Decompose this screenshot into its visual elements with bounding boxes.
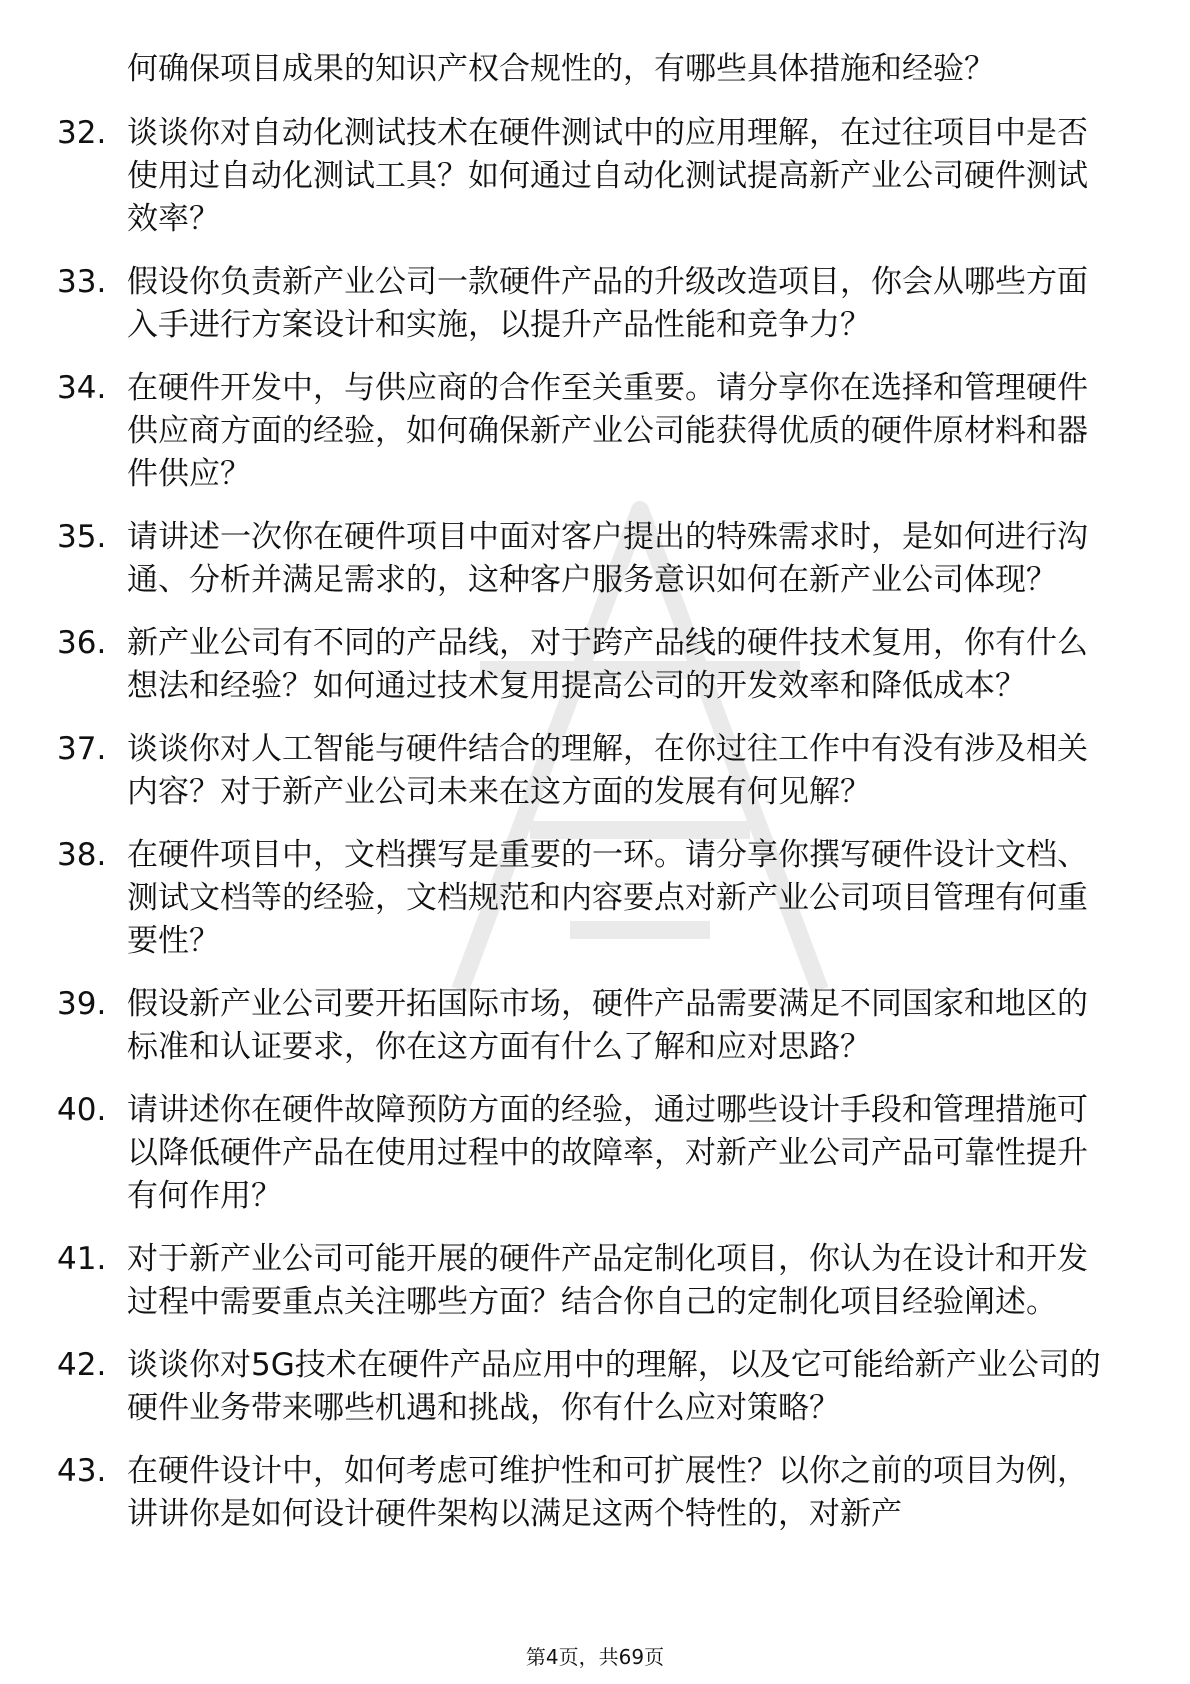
question-text: 请讲述一次你在硬件项目中面对客户提出的特殊需求时，是如何进行沟通、分析并满足需求的，这种客户服务意识如何在新产业公司体现？ (127, 519, 1088, 598)
question-number: 40. (57, 1092, 107, 1128)
question-number: 35. (57, 519, 107, 555)
continued-question-text: 何确保项目成果的知识产权合规性的，有哪些具体措施和经验？ (127, 51, 995, 87)
question-text: 谈谈你对人工智能与硬件结合的理解，在你过往工作中有没有涉及相关内容？对于新产业公司未来在这方面的发展有何见解？ (127, 731, 1088, 810)
question-text: 谈谈你对5G技术在硬件产品应用中的理解，以及它可能给新产业公司的硬件业务带来哪些机遇和挑战，你有什么应对策略？ (127, 1347, 1101, 1426)
question-number: 37. (57, 731, 107, 767)
question-number: 34. (57, 370, 107, 406)
question-number: 32. (57, 115, 107, 151)
question-list (57, 112, 1127, 1556)
question-text: 在硬件开发中，与供应商的合作至关重要。请分享你在选择和管理硬件供应商方面的经验，如何确保新产业公司能获得优质的硬件原材料和器件供应？ (127, 370, 1088, 492)
question-text: 在硬件设计中，如何考虑可维护性和可扩展性？以你之前的项目为例，讲讲你是如何设计硬件架构以满足这两个特性的，对新产 (127, 1453, 1088, 1532)
question-number: 43. (57, 1453, 107, 1489)
question-item (57, 1238, 1127, 1324)
question-item (57, 834, 1127, 963)
question-number: 41. (57, 1241, 107, 1277)
question-text: 在硬件项目中，文档撰写是重要的一环。请分享你撰写硬件设计文档、测试文档等的经验，文档规范和内容要点对新产业公司项目管理有何重要性？ (127, 837, 1088, 959)
question-number: 42. (57, 1347, 107, 1383)
question-number: 38. (57, 837, 107, 873)
question-item (57, 367, 1127, 496)
question-item (57, 1450, 1127, 1536)
question-item (57, 983, 1127, 1069)
question-number: 33. (57, 264, 107, 300)
question-text: 新产业公司有不同的产品线，对于跨产品线的硬件技术复用，你有什么想法和经验？如何通过技术复用提高公司的开发效率和降低成本？ (127, 625, 1088, 704)
page-footer: 第4页，共69页 (525, 1645, 665, 1669)
question-item (57, 261, 1127, 347)
question-item (57, 1089, 1127, 1218)
question-item (57, 728, 1127, 814)
question-text: 请讲述你在硬件故障预防方面的经验，通过哪些设计手段和管理措施可以降低硬件产品在使用过程中的故障率，对新产业公司产品可靠性提升有何作用？ (127, 1092, 1088, 1214)
question-text: 假设你负责新产业公司一款硬件产品的升级改造项目，你会从哪些方面入手进行方案设计和实施，以提升产品性能和竞争力？ (127, 264, 1088, 343)
question-item (57, 1344, 1127, 1430)
question-item (57, 622, 1127, 708)
question-item (57, 112, 1127, 241)
question-item (57, 516, 1127, 602)
question-text: 假设新产业公司要开拓国际市场，硬件产品需要满足不同国家和地区的标准和认证要求，你在这方面有什么了解和应对思路？ (127, 986, 1088, 1065)
question-text: 谈谈你对自动化测试技术在硬件测试中的应用理解，在过往项目中是否使用过自动化测试工具？如何通过自动化测试提高新产业公司硬件测试效率？ (127, 115, 1088, 237)
question-text: 对于新产业公司可能开展的硬件产品定制化项目，你认为在设计和开发过程中需要重点关注哪些方面？结合你自己的定制化项目经验阐述。 (127, 1241, 1088, 1320)
question-number: 39. (57, 986, 107, 1022)
question-number: 36. (57, 625, 107, 661)
